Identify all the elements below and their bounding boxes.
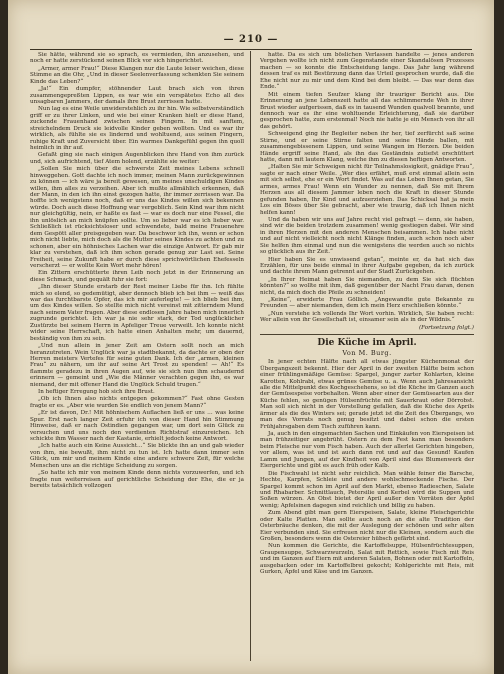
article-paragraph: In jener echten Hälfte nach all etwas jüngster Küchenmonat der Übergangszeit bekennt. Hier der April in der zweiten Hälfte beim schon einer frühlingsmäßige Gemüse: Spargel, junger zarter Kohlarten, kleine Karotten, Kohlrabi, etwas grünes Gemüse u. a. Wenn auch Jahresansicht alle die Mittelpunkt des Kochgeschehens, so ist die Küche im Ganzen auch der Gemüsespeise vorbehalten. Wenn aber einer der Gemüsearten aus der Küche fehlen, so genügen Hülsenfrüchte mit Sauerkraut oder Dörrobst. Man soll sich nicht in der Vorstellung gefallen, daß die Küche des Aprils ärmer als die des Winters sei; gerade jetzt ist die Zeit des Übergangs, wo man des Vorrats noch genug besitzt und dabei schon die ersten Frühjahrsgaben dem Tisch zuführen kann.	[260, 359, 474, 430]
book-spine-left	[0, 0, 8, 674]
article-paragraph: Die Fischwahl ist nicht sehr reichlich. Man wähle feiner die Barsche, Hechte, Karpfen, Schleie und andere wohlschmeckende Fische. Der Spargel kommt schon im April auf den Markt, ebenso Radieschen, Salate und Rhabarber. Schnittlauch, Petersilie und Kerbel wird die Suppen und Soßen würzen. An Obst bietet der April außer den Vorräten der Äpfel wenig; Apfelsinen dagegen sind reichlich und billig zu haben.	[260, 470, 474, 509]
column-divider	[250, 51, 251, 661]
article-title: Die Küche im April.	[317, 338, 417, 349]
header-rule	[30, 49, 472, 50]
left-paragraph: „Ihn dieser Stunde erstarb der Rest meiner Liebe für ihn. Ich fühlte mich so elend, so gedemütigt, aber dennoch blieb ich bei ihm — weiß das war das furchtbarste Opfer, das ich mir auferlegte! — ich blieb bei ihm, um des Kindes willen. So stellte mich nicht vereinst mit zitterndem Mund nach seinem Vater fragen. Aber diese endlosen Jahre haben mich innerlich zugrunde gerichtet. Ich war ja nie sehr stark, der Tod unglücklicher Zustürzte bei seinem Herrn in Apfeliger Treue verweilt. Ich konnte nicht wider seine Herrschaft, ich hatte einen Anhalten mehr, um dauernd, beständig von ihm zu sein.	[30, 284, 244, 342]
right-paragraph: „In Ihrer Heimat haben Sie niemanden, zu dem Sie sich flüchten könnten?“ so wollte mit ihm, daß gegenüber der Nacht Frau daran, denen nicht, da mich doch die Pfeile zu schneiden!	[260, 276, 474, 296]
right-paragraph: „Nun verstehe ich vollends Ihr Wort vorhin. Wirklich, Sie haben recht: Wer allein von ihr Gesellschaft ist, einsamer sein als in der Wildnis.“	[260, 310, 474, 324]
right-paragraph: Mit einem tiefen Seufzer klang ihr trauriger Bericht aus. Die Erinnerung an jene Lebenszeit hatte all das schlimmernde Weh in ihrer Brust wieder aufgerissen, daß es in tausend Wunden qualvoll brannte, und dennoch war es ihr eine wohltuende Erleichterung, daß sie darüber gesprochen hatte, zum erstenmal! Noch nie hatte je ein Mensch von ihr all das gehört.	[260, 91, 474, 130]
right-paragraph: „Keine“, erwiderte Frau Göllich. „Angewandte gute Bekannte zu Freunden — aber niemanden, dem ich mein Herz erschließen könnte.“	[260, 297, 474, 310]
left-paragraph: Sie hätte, während sie so sprach, es vermieden, ihn anzusehen, und noch er hatte zerstückend seinen Blick vor sich hingerichtet.	[30, 52, 244, 65]
right-column	[260, 52, 474, 658]
left-paragraph: Gefaßt ging sie nach einigen Augenblicken ihre Hand von ihm zurück und, sich aufrichtend, tief Atem holend, erzählte sie weiter:	[30, 152, 244, 165]
article-author: Von M. Burg.	[342, 349, 392, 358]
right-paragraph: „Halten Sie mir Schweigen nicht für Teilnahmslosigkeit, gnädige Frau“, sagte er nach einer Weile. „Wer dies erfährt, muß erst einmal allein sein mit sich selbst, ehe er ein Wort findet. Was auf das Leben Ihnen getan, Sie armes, armes Frau! Wenn ein Wunder zu nennen, daß Sie mit Ihrem Herzen aus all diesem Jammer leben noch die Kraft in dieser Stunde gefunden haben, Ihr Kind und aufzuerziehen. Das Schicksal hat ja mein Los ein Böses über Sie gebracht, aber wie traurig, daß ich Ihnen nicht helfen kann!	[260, 164, 474, 216]
article-paragraph: Nun kommen die Gerichte, die Kartoffelsuppe, Hülsenfrüchtesuppen, Graupensuppe, Schwarzwurzeln, Salat mit Rettich, sowie Fisch mit Reis und im Ganzen auf Eiern mit anderen Salaten, Bohnen oder mit Kartoffeln, ausgebacken oder im Kartoffelbrei gekocht; Kohlgerichte mit Reis, mit Gurken, Äpfel und Käse und im Ganzen.	[260, 543, 474, 576]
article-paragraph: Ja, auch in den eingemachten Sachen und Einkäufen von Eierspeisen ist man frühzeitiger angebrüht. Ostern zu dem Fest kann man besonders beim Fleische nur vom Fisch haben. Auch der allerlei Gerichten hingeben, vor allem, was ist und ist auch dann rot und auf das Gesund! Kaufen Lamm und Jungen, auf der Kindheit von April sind das Blumenwerk der Eiergerichte und gibt es auch früh oder Kalb.	[260, 431, 474, 470]
left-paragraph: „Ob ich Ihnen also nichts entgegen gekommen?“ Fast ohne Gesten fragte er es. „Aber wie wurden Sie endlich von jenem Mann?“	[30, 396, 244, 409]
book-spine-right	[494, 0, 504, 674]
left-paragraph: „So hatte ich mir von meinem Kinde denn nichts vorzuwerfen, und ich fragte nun weiterreisen auf gerichtliche Scheidung der Ehe, die er ja bereits tatsächlich vollzogen	[30, 470, 244, 490]
right-paragraph: Und da haben wir uns auf Jahre recht viel gefragt — denn, sie haben, sind wir die beiden trotzdem zusammen! wenig gestiegen dabei. Wir sind in ihren Herzen mit den anderen Menschen beisammen. Ich habe nicht und auf nicht vielleicht noch nicht Klänge finden, auch schon noch aber Sie helfen ihm einmal und nun die wenigstens die werden auch so nichts so glücklich aus ihr Zeit.“	[260, 216, 474, 256]
page-header	[30, 34, 472, 48]
left-paragraph: Ein Zittern erschütterte ihren Leib noch jetzt in der Erinnerung an diese Schmach, und gequält fuhr sie fort:	[30, 270, 244, 283]
left-paragraph: „Ja!“ Ein dumpfer, stöhnender Laut brach sich von ihren zusammengepreßten Lippen, es war wie ein verspätetes Echo all des unsagbaren Jammers, der damals ihre Brust zerrissen hatte.	[30, 86, 244, 105]
left-paragraph: „Armer, armer Frau!“ Diese Klangen nur die Laute leiser weichen, diese Stimme an die Ohr, „Und in dieser Seelenverfassung schenkten Sie seinem Kinde das Leben?“	[30, 65, 244, 85]
scanned-page	[8, 0, 494, 674]
right-paragraph: Schweigend ging ihr Begleiter neben ihr her, tief zerfürcht saß seine Stirne, und er seine Stirne falten und seine Hände ballen, mit zusammengebissenem Lippen, und seine Wangen im Herzen. Die beiden Hände ergriff seine Hand, als ihn das Geständnis zutiefst erschüttert hatte, dann mit lautem Klang, welche ihm zu diesen heftigen Antworten.	[260, 131, 474, 164]
article-separator	[260, 334, 474, 335]
left-column	[30, 52, 244, 658]
left-paragraph: „Sollen Sie mich über die schwerste Zeit meines Lebens schnell hinweggehen. Gott dachte ich noch immer, meinen Mann zurückgewinnen zu können — ich wäre ja bereit gewesen, um meines unschuldigen Kindes willen, ihm alles zu verzeihen. Aber ich mußte allmählich erkennen, daß der Mann, in den ich ihn einst gezogen hatte, ihr immer zerrissen war. Da hoffte ich wenigstens noch, daß er uns das Kindes willen sich bekennen würde. Doch auch diese Hoffnung war vergeblich. Sein Kind war ihm nicht nur gleichgültig, nein, er haßte es fast — war es doch nur eine Fessel, die ihn unlöslich an mich knüpfen sollte. Um so lieber war es ich lieber war. Schließlich ist rücksichtsloser und schwendete, bald meine Frauenehre dem Gespött aller preisgegeben war. Da beschwor ich ihn, wenn er schon mich nicht liebte, mich doch als die Mutter seines Kindes zu achten und zu schonen, aber ein höhnisches Lachen war die einzige Antwort. Er gab mir klar zu verstehen, daß ich ihm schon gerade genug zur Last sei. Seine Freiheit, seine Zukunft habe er durch diese sprichwörtlichen Ehefesseln verscherzt — er wollte Kein Wort mehr hören!	[30, 166, 244, 269]
left-paragraph: Nun lag es eine Weile unwiderstehlich zu ihr hin. Wie selbstverständlich griff er zu ihrer Linken, und wie bei einer Kranken hielt er diese Hand, zuckende Frauenhand zwischen seinen Fingern. In mit sanftem, streichelndem Druck sie leidvolle Kinder geben wollten. Und es war ihr wirklich, als fühlte sie es lindernd und wohltuend, aus seinen Fingern, ruhige Kraft und Zuversicht über. Ein warmes Dankgefühl gegen ihn quoll heimlich in ihr auf.	[30, 106, 244, 152]
left-paragraph: „Ich hatte auch ein Keine Aussicht…“ Sie blickte ihn an und gab wieder von ihm, nie bewußt, ihm nicht zu tun ist. Ich hatte dann immer sein Glück, um mir und meinem Kinde eine andere schwere Zeit, für welche Menschen uns an die richtige Scheidung zu sorgen.	[30, 443, 244, 469]
right-paragraph: hatte. Da es sich um böslichen Verlassen handelte — jenes anderen Vergehen wollte ich nicht zum Gegenstande einer Skandalösen Prozesses machen — so konnte die Entscheidung lange. Das Jahr lang während dessen traf es mit Bestürzung dann das Urteil gesprochen wurde, daß die Ehe nicht nur zu mir und dem Kind bei dem bleibt. — Das war denn das Ende.“	[260, 52, 474, 91]
page-number: — 210 —	[223, 34, 279, 45]
right-paragraph: Hier haben Sie es unwissend getan“, meinte er, da hat sich das Erzählen, für uns beide einmal in ihrer Aufgabe gegeben, da ich zurück und dachte ihrem Mann getrennt auf der Stadt Zurückgehen.	[260, 256, 474, 276]
continuation-note: (Fortsetzung folgt.)	[418, 324, 474, 331]
left-paragraph: In heftiger Erregung hob sich ihre Brust.	[38, 389, 155, 396]
left-paragraph: „Und nun allein in jener Zeit am Ostern sollt noch an mich heranzutreten. Wein Unglück war ja stadtbekannt, da dachte er oben der Herren meisters Vertefes für seine guten Dank. Ich der „armen, kleinen Frau“ zu nähern, um ihr auf seine Art Trost zu spenden! — Ah!“ Es flammte geradezu in ihren Augen auf, wie sie sich nun ihm schaudernd erinnern — gemeint und „Wie die Männer verachten gegen ihn, es war niemand, der mit offener Hand die Unglück Schuld trugen.“	[30, 343, 244, 388]
left-paragraph: „Er ist davon, Dr.! Mit höhnischem Auflachen ließ er uns … was keine Spur. Erst nach langer Zeit erfuhr ich von dieser Hand hin Stimmung Hinweise, daß er nach Ostindien gegangen war, um dort sein Glück zu versuchen und uns noch den verdienten Richtstraf einzureichen. Ich schickte ihm Wasser nach der Kastanie, erhielt jedoch keine Antwort.	[30, 410, 244, 443]
article-paragraph: Zum Abend gibt man gern Eierspeisen, Salate, kleine Fleischgerichte oder Kalte Platten. Man sollte auch noch an die alte Tradition der Osterbräuche denken, die mit der Auslegung der schönen und sehr alten Eier verbunden sind. Sie erfreuen nicht nur die Kleinen, sondern auch die Großen, besonders wenn die Ostereier hübsch gefärbt sind.	[260, 510, 474, 543]
